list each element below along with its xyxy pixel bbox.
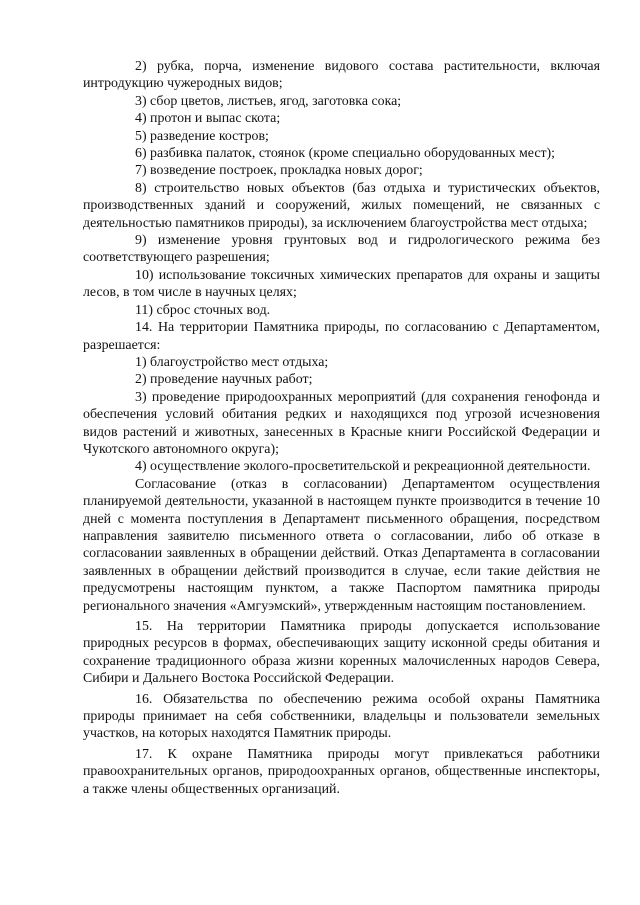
paragraph-item-4: 4) протон и выпас скота; (135, 111, 281, 127)
paragraph-section-17: 17. К охране Памятника природы могут привлекаться работники правоохранительных органов, природоохранных органов, общественные инспекторы, а также члены общественных организаций. (83, 746, 600, 797)
paragraph-item-2: 2) рубка, порча, изменение видового состава растительности, включая интродукцию чужеродных видов; (83, 59, 600, 92)
paragraph-item-5: 5) разведение костров; (135, 128, 269, 144)
document-body (83, 58, 600, 798)
paragraph-item-3: 3) сбор цветов, листьев, ягод, заготовка сока; (135, 93, 402, 109)
paragraph-item-11: 11) сброс сточных вод. (135, 302, 271, 318)
paragraph-item-9: 9) изменение уровня грунтовых вод и гидрологического режима без соответствующего разрешения; (83, 233, 600, 266)
paragraph-section-16: 16. Обязательства по обеспечению режима особой охраны Памятника природы принимает на себя собственники, владельцы и пользователи земельных участков, на которых находятся Памятник природы. (83, 691, 600, 742)
paragraph-section-15: 15. На территории Памятника природы допускается использование природных ресурсов в формах, обеспечивающих защиту исконной среды обитания и сохранение традиционного образа жизни коренных малочисленных народов Севера, Сибири и Дальнего Востока Российской Федерации. (83, 619, 600, 687)
paragraph-approval: Согласование (отказ в согласовании) Департаментом осуществления планируемой деятельности, указанной в настоящем пункте производится в течение 10 дней с момента поступления в Департамент письменного обращения, посредством направления заявителю письменного ответа о согласовании, либо об отказе в согласовании заявленных в обращении действий. Отказ Департамента в согласовании заявленных в обращении действий производится в случае, если такие действия не предусмотрены настоящим пунктом, а также Паспортом памятника природы регионального значения «Амгуэмский», утвержденным настоящим постановлением. (83, 476, 600, 614)
paragraph-item-10: 10) использование токсичных химических препаратов для охраны и защиты лесов, в том числе в научных целях; (83, 267, 600, 301)
paragraph-item-6: 6) разбивка палаток, стоянок (кроме специально оборудованных мест); (135, 146, 556, 162)
paragraph-allowed-1: 1) благоустройство мест отдыха; (135, 354, 329, 370)
paragraph-section-14: 14. На территории Памятника природы, по согласованию с Департаментом, разрешается: (83, 320, 600, 353)
paragraph-item-7: 7) возведение построек, прокладка новых дорог; (135, 163, 423, 179)
paragraph-item-8: 8) строительство новых объектов (баз отдыха и туристических объектов, производственных зданий и сооружений, жилых помещений, не связанных с деятельностью памятников природы), за исключением благоустройства мест отдыха; (83, 180, 600, 231)
paragraph-allowed-2: 2) проведение научных работ; (135, 372, 313, 388)
paragraph-allowed-3: 3) проведение природоохранных мероприятий (для сохранения генофонда и обеспечения условий обитания редких и находящихся под угрозой исчезновения видов растений и животных, занесенных в Красные книги Российской Федерации и Чукотского автономного округа); (83, 389, 600, 457)
paragraph-allowed-4: 4) осуществление эколого-просветительской и рекреационной деятельности. (135, 459, 591, 475)
